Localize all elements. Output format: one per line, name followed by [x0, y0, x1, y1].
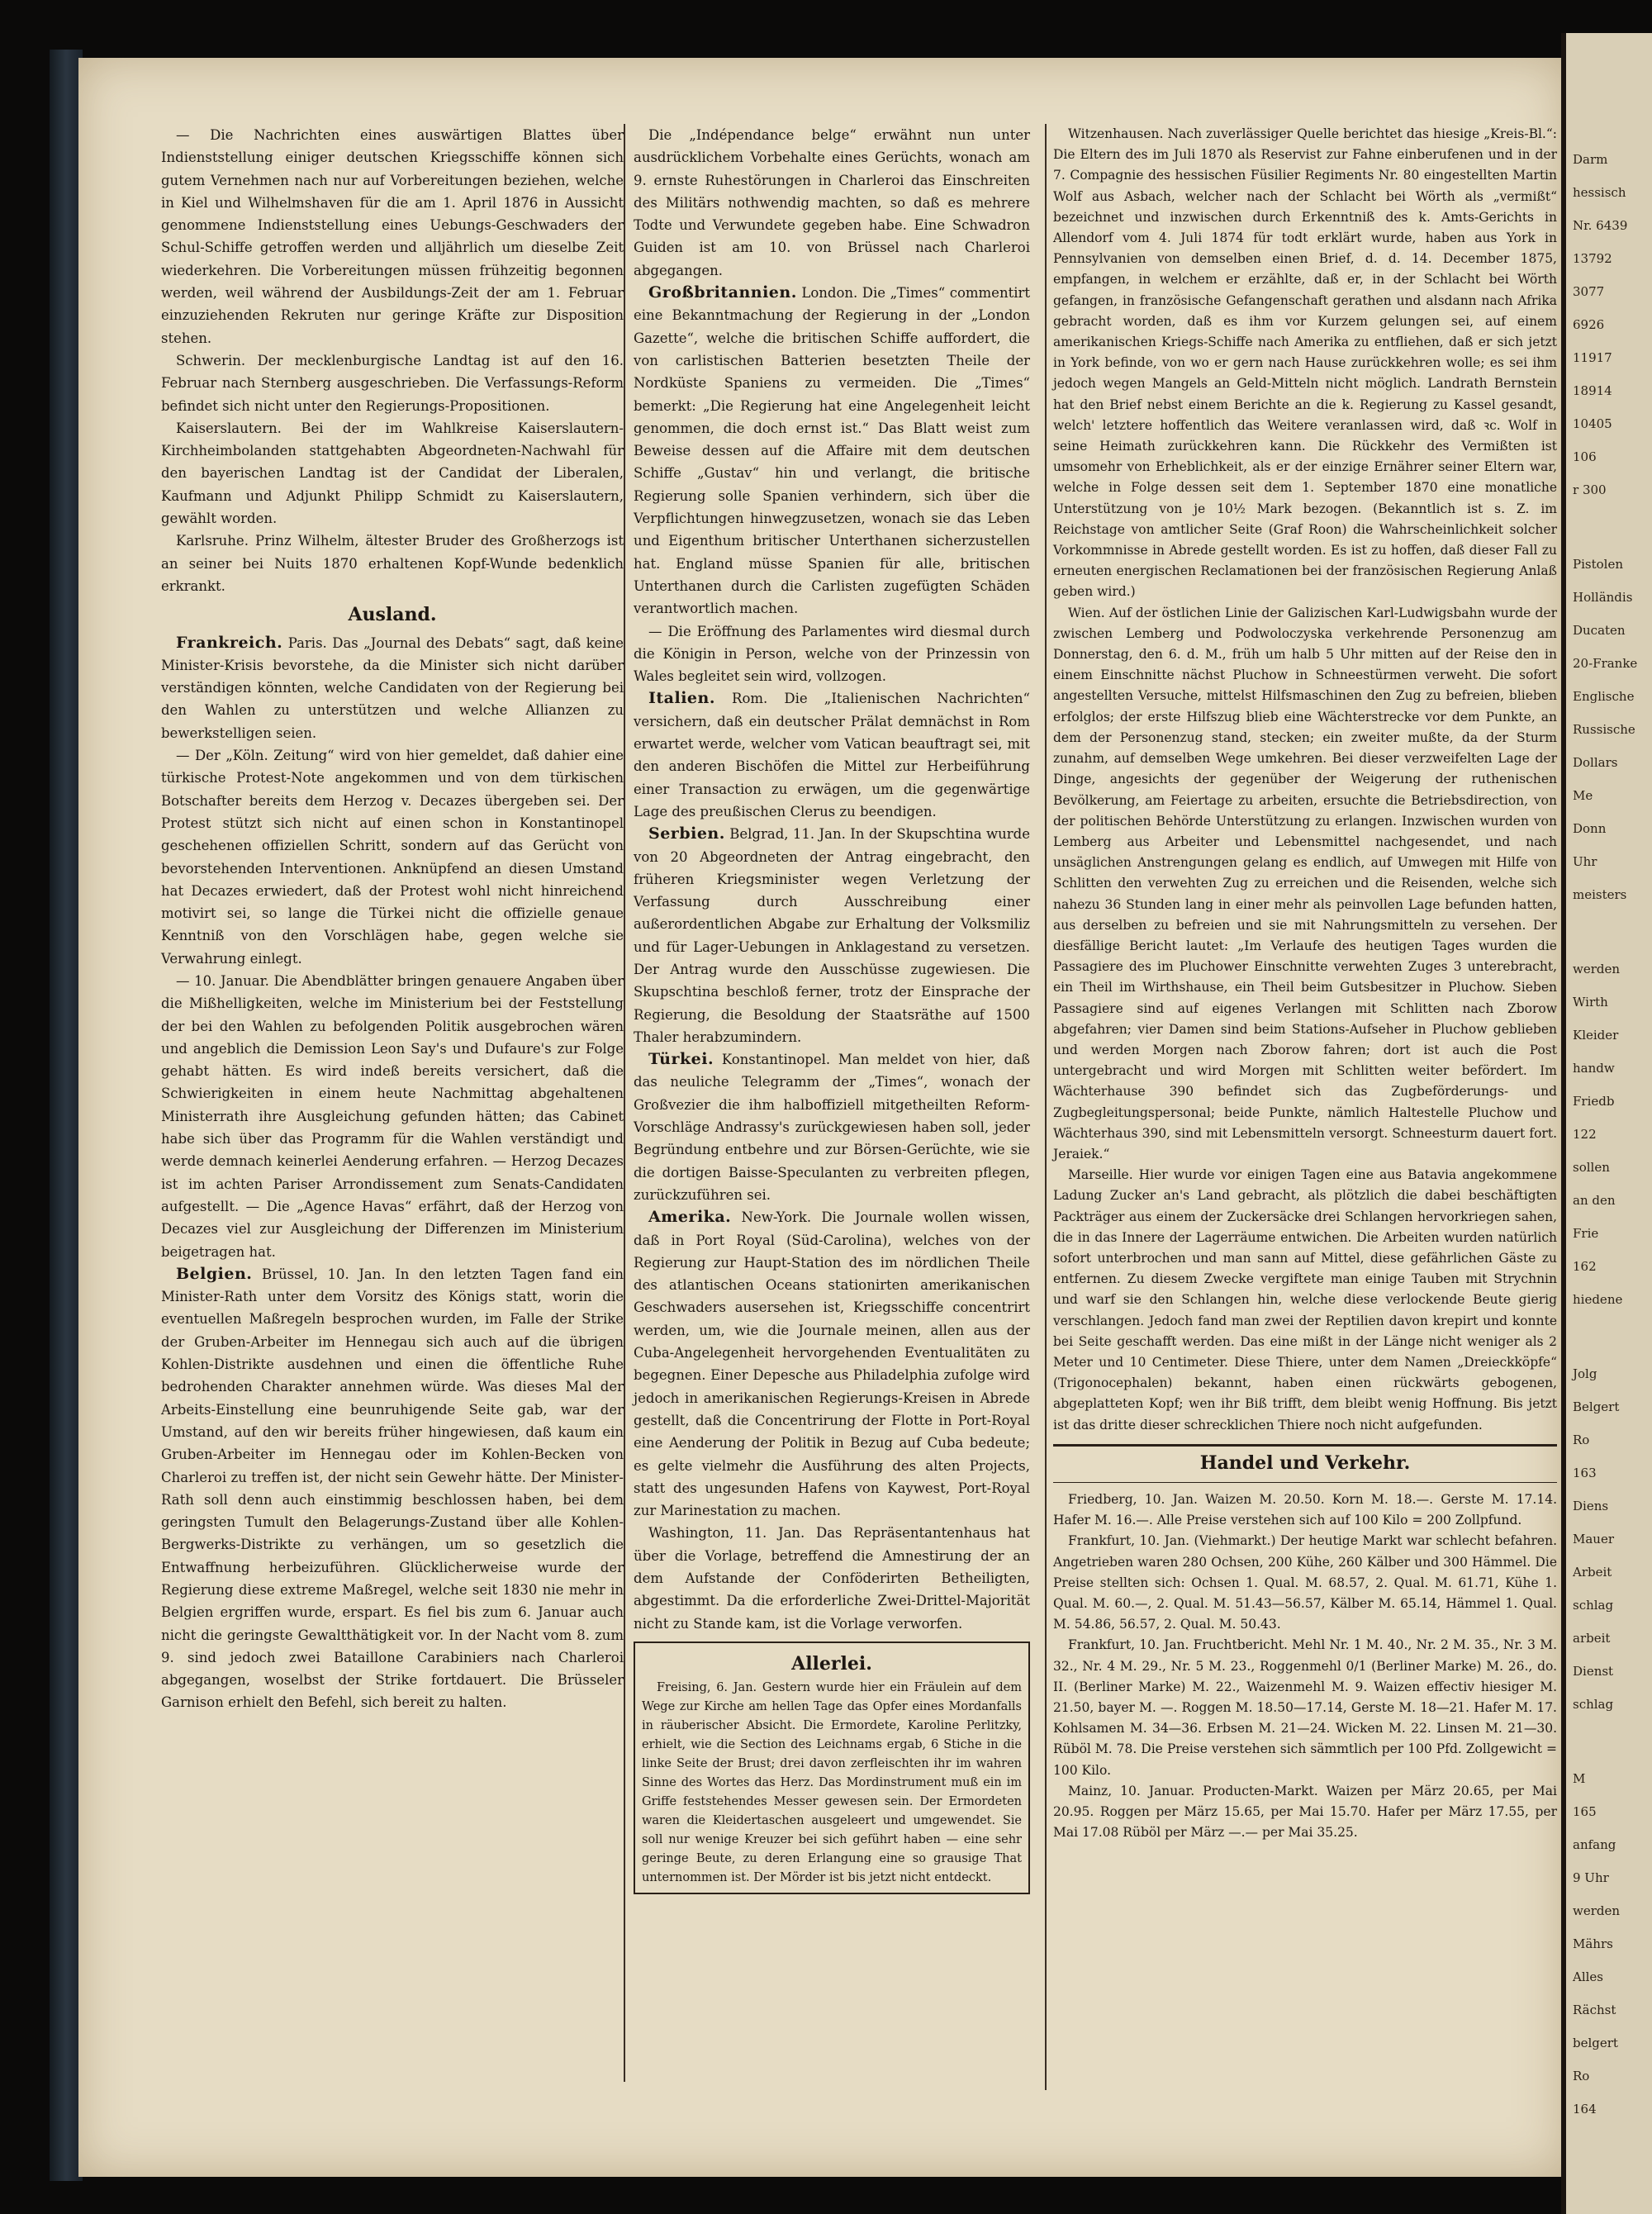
allerlei-box [634, 1641, 1030, 1894]
article-abendblaetter: — 10. Januar. Die Abendblätter bringen genauere Angaben über die Mißhelligkeiten, welche im Ministerium bei der Feststellung der bei den Wahlen zu befolgenden Politik ausgebrochen wären und angeblich die Demission Leon Say's und Dufaure's zur Folge gehabt hätten. Es wird indeß bereits versichert, daß die Schwierigkeiten in einem heute Nachmittag abgehaltenen Ministerrath ihre Ausgleichung gefunden hätten; das Cabinet habe sich über das Programm für die Wahlen verständigt und werde demnach keinerlei Aenderung erfahren. — Herzog Decazes ist im achten Pariser Arrondissement zum Senats-Candidaten aufgestellt. — Die „Agence Havas“ erfährt, daß der Herzog von Decazes viel zur Ausgleichung der Differenzen im Ministerium beigetragen hat. [161, 972, 624, 1260]
adjacent-page-text: Ro [1573, 1432, 1590, 1447]
adjacent-page-text: Russische [1573, 722, 1635, 737]
adjacent-page-text: Mährs [1573, 1936, 1613, 1951]
adjacent-page-text: 20-Franke [1573, 656, 1638, 671]
adjacent-page-text: Alles [1573, 1969, 1604, 1984]
adjacent-page-text: 9 Uhr [1573, 1870, 1609, 1885]
column-1 [161, 124, 624, 1714]
article-text: Belgrad, 11. Jan. In der Skupschtina wurde von 20 Abgeordneten der Antrag eingebracht, den früheren Kriegsminister wegen Verletzung der Verfassung durch Ausschreibung einer außerordentlichen Abgabe zur Erhaltung der Volksmiliz und für Lager-Uebungen in Anklagestand zu versetzen. Der Antrag wurde den Ausschüsse zugewiesen. Die Skupschtina beschloß ferner, trotz der Einsprache der Regierung, die Besoldung der Staatsräthe auf 1500 Thaler herabzumindern. [634, 826, 1030, 1045]
adjacent-page-text: hessisch [1573, 185, 1626, 200]
adjacent-page-text: 122 [1573, 1127, 1597, 1142]
adjacent-page-text: Dienst [1573, 1664, 1614, 1679]
article-witzenhausen: Witzenhausen. Nach zuverlässiger Quelle berichtet das hiesige „Kreis-Bl.“: Die Eltern des im Juli 1870 als Reservist zur Fahne einberufenen und in der 7. Compagnie des hessischen Füsilier Regiments Nr. 80 eingestellten Martin Wolf aus Asbach, welcher nach der Schlacht bei Wörth als „vermißt“ bezeichnet und inzwischen durch Erkenntniß des k. Amts-Gerichts in Allendorf vom 4. Juli 1874 für todt erklärt wurde, haben aus York in Pennsylvanien von demselben einen Brief, d. d. 14. December 1875, empfangen, in welchem er erzählte, daß er, in der Schlacht bei Wörth gefangen, in französische Gefangenschaft gerathen und alsdann nach Afrika gebracht worden, daß es ihm vor Kurzem gelungen sei, auf einem amerikanischen Kriegs-Schiffe nach Amerika zu entfliehen, daß er sich jetzt in York befinde, von wo er gern nach Hause zurückkehren wolle; es sei ihm jedoch wegen Mangels an Geld-Mitteln nicht möglich. Landrath Bernstein hat den Brief nebst einem Berichte an die k. Regierung zu Kassel gesandt, welch' letztere hoffentlich das Weitere veranlassen wird, daß ꝛc. Wolf in seine Heimath zurückkehren kann. Die Rückkehr des Vermißten ist umsomehr von Erheblichkeit, als er der einzige Ernährer seiner Eltern war, welche in Folge dessen seit dem 1. September 1870 eine monatliche Unterstützung von je 10½ Mark bezogen. (Bekanntlich ist s. Z. im Reichstage von amtlicher Seite (Graf Roon) die Wahrscheinlichkeit solcher Vorkommnisse in Abrede gestellt worden. Es ist zu hoffen, daß dieser Fall zu erneuten energischen Reclamationen bei der französischen Regierung Anlaß geben wird.) [1053, 126, 1557, 600]
article-washington: Washington, 11. Jan. Das Repräsentantenhaus hat über die Vorlage, betreffend die Amnestirung der an dem Aufstande der Conföderirten Betheiligten, abgestimmt. Da die erforderliche Zwei-Drittel-Majorität nicht zu Stande kam, ist die Vorlage verworfen. [634, 1525, 1030, 1632]
article-marseille: Marseille. Hier wurde vor einigen Tagen eine aus Batavia angekommene Ladung Zucker an's Land gebracht, als plötzlich die dabei beschäftigten Packträger aus einem der Zuckersäcke drei Schlangen hervorkriegen sahen, die in das Innere der Lagerräume entwichen. Die Arbeiten wurden natürlich sofort unterbrochen und man sann auf Mittel, diese gefährlichen Gäste zu entfernen. Zu diesem Zwecke vergiftete man einige Tauben mit Strychnin und warf sie den Schlangen hin, welche diese verlockende Beute gierig verschlangen. Jedoch fand man zwei der Reptilien davon krepirt und konnte bei Seite geschafft werden. Das eine mißt in der Länge nicht weniger als 2 Meter und 10 Centimeter. Diese Thiere, unter dem Namen „Dreieckköpfe“ (Trigonocephalen) bekannt, haben einen rückwärts gebogenen, abgeplatteten Kopf; wen ihr Biß trifft, dem bleibt wenig Hoffnung. Bis jetzt ist das dritte dieser schrecklichen Thiere noch nicht aufgefunden. [1053, 1167, 1557, 1432]
adjacent-page-text: werden [1573, 1903, 1621, 1918]
adjacent-page-text: Frie [1573, 1226, 1599, 1241]
market-mainz: Mainz, 10. Januar. Producten-Markt. Waizen per März 20.65, per Mai 20.95. Roggen per März 15.65, per Mai 15.70. Hafer per März 17.55, per Mai 17.08 Rüböl per März —.— per Mai 35.25. [1053, 1783, 1557, 1841]
adjacent-page-fragment [1561, 33, 1652, 2214]
adjacent-page-text: hiedene [1573, 1292, 1623, 1307]
book-binding [50, 50, 83, 2181]
adjacent-page-text: Donn [1573, 821, 1607, 836]
column-3 [1053, 124, 1557, 1843]
article-karlsruhe: Karlsruhe. Prinz Wilhelm, ältester Bruder des Großherzogs ist an seiner bei Nuits 1870 erhaltenen Kopf-Wunde bedenklich erkrankt. [161, 533, 624, 594]
article-new-york [634, 1206, 1030, 1522]
section-heading-ausland: Ausland. [348, 604, 437, 626]
adjacent-page-text: 106 [1573, 449, 1597, 464]
country-heading: Frankreich. [176, 633, 283, 652]
article-independance: Die „Indépendance belge“ erwähnt nun unter ausdrücklichem Vorbehalte eines Gerüchts, wonach am 9. ernste Ruhestörungen in Charleroi das Einschreiten des Militärs nothwendig machten, so daß es mehrere Todte und Verwundete gegeben habe. Eine Schwadron Guiden ist am 10. von Brüssel nach Charleroi abgegangen. [634, 127, 1030, 278]
section-heading-allerlei: Allerlei. [791, 1652, 872, 1675]
adjacent-page-text: Pistolen [1573, 557, 1623, 572]
adjacent-page-text: sollen [1573, 1160, 1610, 1175]
adjacent-page-text: 6926 [1573, 317, 1605, 332]
country-heading: Belgien. [176, 1264, 253, 1283]
adjacent-page-text: r 300 [1573, 482, 1607, 497]
adjacent-page-text: Nr. 6439 [1573, 218, 1628, 233]
adjacent-page-text: Jolg [1573, 1366, 1597, 1381]
market-friedberg: Friedberg, 10. Jan. Waizen M. 20.50. Korn M. 18.—. Gerste M. 17.14. Hafer M. 16.—. Alle Preise verstehen sich auf 100 Kilo = 200 Zollpfund. [1053, 1492, 1557, 1528]
adjacent-page-text: 162 [1573, 1259, 1597, 1274]
adjacent-page-text: 163 [1573, 1466, 1597, 1480]
adjacent-page-text: Holländis [1573, 590, 1633, 605]
adjacent-page-text: anfang [1573, 1837, 1616, 1852]
adjacent-page-text: Darm [1573, 152, 1608, 167]
adjacent-page-text: Mauer [1573, 1532, 1615, 1546]
article-london [634, 282, 1030, 620]
article-kaiserslautern: Kaiserslautern. Bei der im Wahlkreise Kaiserslautern-Kirchheimbolanden stattgehabten Abgeordneten-Nachwahl für den bayerischen Landtag ist der Candidat der Liberalen, Kaufmann und Adjunkt Philipp Schmidt zu Kaiserslautern, gewählt worden. [161, 420, 624, 527]
article-freising: Freising, 6. Jan. Gestern wurde hier ein Fräulein auf dem Wege zur Kirche am hellen Tage das Opfer eines Mordanfalls in räuberischer Absicht. Die Ermordete, Karoline Perlitzky, erhielt, wie die Section des Leichnams ergab, 6 Stiche in die linke Seite der Brust; drei davon zerfleischten ihr im wahren Sinne des Wortes das Herz. Das Mordinstrument muß ein im Griffe feststehendes Messer gewesen sein. Der Ermordeten waren die Kleidertaschen ausgeleert und umgewendet. Sie soll nur wenige Kreuzer bei sich geführt haben — eine sehr geringe Beute, zu deren Erlangung eine so grausige That unternommen ist. Der Mörder ist bis jetzt nicht entdeckt. [642, 1680, 1022, 1884]
country-heading: Serbien. [648, 824, 725, 843]
country-heading: Amerika. [648, 1208, 732, 1227]
adjacent-page-text: Kleider [1573, 1028, 1619, 1043]
article-text: Paris. Das „Journal des Debats“ sagt, daß keine Minister-Krisis bevorstehe, da die Minister sich nicht darüber verständigen könnten, welche Candidaten von der Regierung bei den Wahlen zu unterstützen und welche Allianzen zu bewerkstelligen seien. [161, 634, 624, 741]
adjacent-page-text: 11917 [1573, 350, 1612, 365]
article-kriegsschiffe: — Die Nachrichten eines auswärtigen Blattes über Indienststellung einiger deutschen Kriegsschiffe können sich gutem Vernehmen nach nur auf Vorbereitungen beziehen, welche in Kiel und Wilhelmshaven für die am 1. April 1876 in Aussicht genommene Indienststellung eines Uebungs-Geschwaders der Schul-Schiffe getroffen werden und alljährlich um dieselbe Zeit wiederkehren. Die Vorbereitungen müssen frühzeitig begonnen werden, weil während der Ausbildungs-Zeit der am 1. Februar einzuziehenden Rekruten nur geringe Kräfte zur Disposition stehen. [161, 127, 624, 346]
article-wien: Wien. Auf der östlichen Linie der Galizischen Karl-Ludwigsbahn wurde der zwischen Lemberg und Podwoloczyska verkehrende Personenzug am Donnerstag, den 6. d. M., früh um halb 5 Uhr mitten auf der Reise den in einem Einschnitte nächst Pluchow in Schneestürmen verweht. Die sofort angestellten Versuche, mittelst Hilfsmaschinen den Zug zu befreien, blieben erfolglos; der erste Hilfszug blieb eine Wächterstrecke vor dem Punkte, an dem der Personenzug stand, stecken; ein zweiter mußte, da der Sturm zunahm, auf demselben Wege umkehren. Bei dieser verzweifelten Lage der Dinge, angesichts der gegenüber der Weigerung der ruthenischen Bevölkerung, am Feiertage zu arbeiten, ersuchte die Betriebsdirection, von der politischen Behörde Unterstützung zu erlangen. Inzwischen wurden von Lemberg aus Arbeiter und Lebensmittel nachgesendet, und nach unsäglichen Anstrengungen gelang es endlich, auf Umwegen mit Hilfe von Schlitten den verwehten Zug zu erreichen und die Reisenden, welche sich nahezu 36 Stunden lang in einer mehr als peinvollen Lage befunden hatten, aus derselben zu befreien und sie mit Nahrungsmitteln zu versehen. Der diesfällige Bericht lautet: „Im Verlaufe des heutigen Tages wurden die Passagiere des im Pluchower Einschnitte verwehten Zuges 3 unterebracht, ein Theil im Wirthshause, ein Theil beim Gutsbesitzer in Pluchow. Sieben Passagiere sind auf eigenes Verlangen mit Schlitten nach Zborow abgefahren; vier Damen sind beim Stations-Aufseher in Pluchow geblieben und werden Morgen nach Zborow fahren; dort ist auch die Post untergebracht und wird Morgen mit Schlitten weiter befördert. Im Wächterhause 390 befindet sich das Zugbeförderungs- und Zugbegleitungspersonal; beide Punkte, nämlich Haltestelle Pluchow und Wächterhaus 390, sind mit Lebensmitteln versorgt. Schneesturm dauert fort. Jeraiek.“ [1053, 605, 1557, 1162]
article-paris [161, 632, 624, 744]
section-divider [1053, 1444, 1557, 1447]
country-heading: Türkei. [648, 1050, 714, 1069]
article-konstantinopel [634, 1048, 1030, 1206]
article-parlament: — Die Eröffnung des Parlamentes wird diesmal durch die Königin in Person, welche von der Prinzessin von Wales begleitet sein wird, vollzogen. [634, 623, 1030, 685]
article-text: Konstantinopel. Man meldet von hier, daß das neuliche Telegramm der „Times“, wonach der Großvezier die ihm halboffiziell mitgetheilten Reform-Vorschläge Andrassy's zurückgewiesen haben soll, jeder Begründung entbehre und zur Börsen-Gerüchte, wie sie die dortigen Baisse-Speculanten zu verbreiten pflegen, zurückzuführen sei. [634, 1052, 1030, 1203]
adjacent-page-text: 18914 [1573, 383, 1612, 398]
country-heading: Großbritannien. [648, 283, 797, 302]
adjacent-page-text: Dollars [1573, 755, 1618, 770]
adjacent-page-text: meisters [1573, 887, 1627, 902]
article-text: Brüssel, 10. Jan. In den letzten Tagen fand ein Minister-Rath unter dem Vorsitz des Königs statt, worin die eventuellen Maßregeln besprochen wurden, im Falle der Strike der Gruben-Arbeiter im Hennegau sich auch auf die übrigen Kohlen-Distrikte ausdehnen und einen die öffentliche Ruhe bedrohenden Charakter annehmen würde. Was dieses Mal der Arbeits-Einstellung eine beunruhigende Seite gab, war der Umstand, auf den wir bereits früher hingewiesen, daß kaum ein Gruben-Arbeiter im Hennegau oder im Kohlen-Becken von Charleroi zu treffen ist, der nicht sein Gewehr hätte. Der Minister-Rath soll denn auch einstimmig beschlossen haben, bei dem geringsten Tumult den Belagerungs-Zustand über alle Kohlen-Bergwerks-Distrikte zu verhängen, um so gesetzlich die Entwaffnung herbeizuführen. Glücklicherweise wurde der Regierung diese extreme Maßregel, welche seit 1830 nie mehr in Belgien ergriffen wurde, erspart. Es fiel bis zum 6. Januar auch nicht die geringste Gewaltthätigkeit vor. In der Nacht vom 8. zum 9. sind jedoch zwei Bataillone Carabiniers nach Charleroi abgegangen, woselbst der Strike fortdauert. Die Brüsseler Garnison erhielt den Befehl, sich bereit zu halten. [161, 1266, 624, 1711]
market-frankfurt-vieh: Frankfurt, 10. Jan. (Viehmarkt.) Der heutige Markt war schlecht befahren. Angetrieben waren 280 Ochsen, 200 Kühe, 260 Kälber und 300 Hämmel. Die Preise stellten sich: Ochsen 1. Qual. M. 68.57, 2. Qual. M. 61.71, Kühe 1. Qual. M. 60.—, 2. Qual. M. 51.43—56.57, Kälber M. 65.14, Hämmel 1. Qual. M. 54.86, 56.57, 2. Qual. M. 50.43. [1053, 1533, 1557, 1632]
adjacent-page-text: 165 [1573, 1804, 1597, 1819]
article-koeln-zeitung: — Der „Köln. Zeitung“ wird von hier gemeldet, daß dahier eine türkische Protest-Note angekommen und von dem türkischen Botschafter bereits dem Herzog v. Decazes übergeben sei. Der Protest stützt sich nicht auf einen schon in Konstantinopel geschehenen offiziellen Schritt, sondern auf das Gerücht von bevorstehenden Interventionen. Anknüpfend an diesen Umstand hat Decazes erwiedert, daß der Protest wohl nicht hinreichend motivirt sei, so lange die Türkei nicht die offizielle genaue Kenntniß von den Vorschlägen habe, gegen welche sie Verwahrung einlegt. [161, 748, 624, 967]
adjacent-page-text: Wirth [1573, 995, 1608, 1010]
adjacent-page-text: Rächst [1573, 2003, 1616, 2017]
article-bruessel [161, 1263, 624, 1714]
column-2 [634, 124, 1030, 1894]
adjacent-page-text: Belgert [1573, 1399, 1620, 1414]
adjacent-page-text: Uhr [1573, 854, 1597, 869]
adjacent-page-text: werden [1573, 962, 1621, 976]
adjacent-page-text: Friedb [1573, 1094, 1615, 1109]
adjacent-page-text: 10405 [1573, 416, 1612, 431]
adjacent-page-text: arbeit [1573, 1631, 1611, 1646]
article-text: London. Die „Times“ commentirt eine Bekanntmachung der Regierung in der „London Gazette“, welche die britischen Schiffe auffordert, die von carlistischen Batterien besetzten Theile der Nordküste Spaniens zu vermeiden. Die „Times“ bemerkt: „Die Regierung hat eine Angelegenheit leicht genommen, die doch ernst ist.“ Das Blatt weist zum Beweise dessen auf die Affaire mit dem deutschen Schiffe „Gustav“ hin und verlangt, die britische Regierung solle Spanien verhindern, sich über die Verpflichtungen hinwegzusetzen, wonach sie das Leben und Eigenthum britischer Unterthanen sicherzustellen hat. England müsse Spanien für alle, britischen Unterthanen durch die Carlisten zugefügten Schäden verantwortlich machen. [634, 285, 1030, 617]
article-schwerin: Schwerin. Der mecklenburgische Landtag ist auf den 16. Februar nach Sternberg ausgeschrieben. Die Verfassungs-Reform befindet sich nicht unter den Regierungs-Propositionen. [161, 352, 624, 414]
article-rom [634, 687, 1030, 823]
adjacent-page-text: an den [1573, 1193, 1616, 1208]
column-rule [1045, 124, 1047, 2090]
adjacent-page-text: Ro [1573, 2069, 1590, 2083]
adjacent-page-text: Ducaten [1573, 623, 1626, 638]
adjacent-page-text: schlag [1573, 1598, 1614, 1613]
adjacent-page-text: schlag [1573, 1697, 1614, 1712]
adjacent-page-text: belgert [1573, 2036, 1618, 2050]
section-heading-handel: Handel und Verkehr. [1199, 1451, 1411, 1474]
adjacent-page-text: 164 [1573, 2102, 1597, 2117]
column-rule [624, 124, 625, 2082]
adjacent-page-text: handw [1573, 1061, 1615, 1076]
adjacent-page-text: Arbeit [1573, 1565, 1612, 1580]
adjacent-page-text: M [1573, 1771, 1586, 1786]
newspaper-page [78, 58, 1565, 2177]
adjacent-page-text: 13792 [1573, 251, 1612, 266]
adjacent-page-text: Me [1573, 788, 1593, 803]
section-divider [1053, 1482, 1557, 1483]
adjacent-page-text: Englische [1573, 689, 1635, 704]
adjacent-page-text: 3077 [1573, 284, 1605, 299]
adjacent-page-text: Diens [1573, 1499, 1609, 1513]
market-frankfurt-frucht: Frankfurt, 10. Jan. Fruchtbericht. Mehl Nr. 1 M. 40., Nr. 2 M. 35., Nr. 3 M. 32., Nr. 4 M. 29., Nr. 5 M. 23., Roggenmehl 0/1 (Berliner Marke) M. 26., do. II. (Berliner Marke) M. 22., Waizenmehl M. 9. Waizen effectiv hiesiger M. 21.50, bayer M. —. Roggen M. 18.50—17.14, Gerste M. 18—21. Hafer M. 17. Kohlsamen M. 34—36. Erbsen M. 21—24. Wicken M. 22. Linsen M. 21—30. Rüböl M. 78. Die Preise verstehen sich sämmtlich per 100 Pfd. Zollgewicht = 100 Kilo. [1053, 1637, 1557, 1778]
article-belgrad [634, 823, 1030, 1048]
country-heading: Italien. [648, 689, 715, 708]
article-text: New-York. Die Journale wollen wissen, daß in Port Royal (Süd-Carolina), welches von der Regierung zur Haupt-Station des im nördlichen Theile des atlantischen Oceans stationirten amerikanischen Geschwaders ausersehen ist, Kriegsschiffe concentrirt werden, um, wie die Journale meinen, allen aus der Cuba-Angelegenheit hervorgehenden Eventualitäten zu begegnen. Einer Depesche aus Philadelphia zufolge wird jedoch in amerikanischen Regierungs-Kreisen in Abrede gestellt, daß die Concentrirung der Flotte in Port-Royal eine Aenderung der Politik in Bezug auf Cuba bedeute; es gelte vielmehr die Ausführung des alten Projects, statt des ungesunden Hafens von Kaywest, Port-Royal zur Marinestation zu machen. [634, 1209, 1030, 1519]
article-text: Rom. Die „Italienischen Nachrichten“ versichern, daß ein deutscher Prälat demnächst in Rom erwartet werde, welcher vom Vatican beauftragt sei, mit den anderen Bischöfen die Mittel zur Herbeiführung einer Transaction zu erwägen, um die gegenwärtige Lage des preußischen Clerus zu beendigen. [634, 691, 1030, 820]
